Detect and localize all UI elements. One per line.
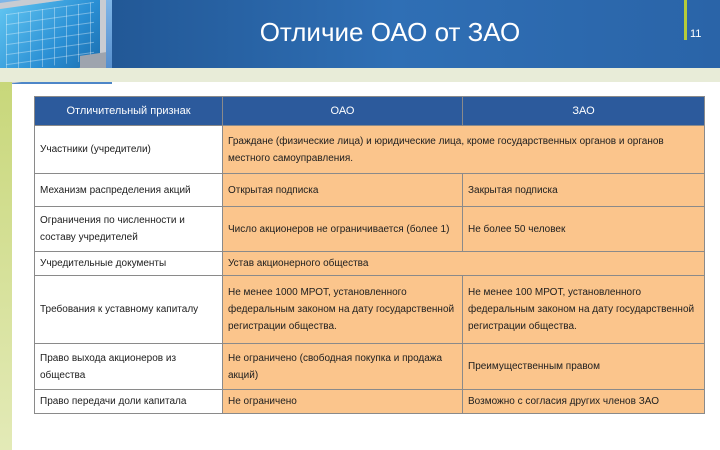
accent-bar xyxy=(684,0,687,40)
header-oao: ОАО xyxy=(223,97,463,126)
oao-cell: Граждане (физические лица) и юридические лица, кроме государственных органов и органов местного самоуправления. xyxy=(223,126,705,174)
slide-title: Отличие ОАО от ЗАО xyxy=(259,17,521,47)
table-row xyxy=(35,390,705,414)
table-row xyxy=(35,174,705,207)
header-band xyxy=(0,68,720,82)
feature-cell: Ограничения по численности и составу учредителей xyxy=(35,207,223,252)
table-row xyxy=(35,207,705,252)
left-stripe xyxy=(0,82,12,450)
comparison-table xyxy=(34,96,705,414)
zao-cell: Преимущественным правом xyxy=(463,344,705,390)
table-row xyxy=(35,126,705,174)
zao-cell: Возможно с согласия других членов ЗАО xyxy=(463,390,705,414)
feature-cell: Механизм распределения акций xyxy=(35,174,223,207)
oao-cell: Не менее 1000 МРОТ, установленного федеральным законом на дату государственной регистрации общества. xyxy=(223,276,463,344)
page-number: 11 xyxy=(690,28,702,40)
feature-cell: Участники (учредители) xyxy=(35,126,223,174)
zao-cell: Закрытая подписка xyxy=(463,174,705,207)
header-feature: Отличительный признак xyxy=(35,97,223,126)
oao-cell: Не ограничено (свободная покупка и продажа акций) xyxy=(223,344,463,390)
zao-cell: Не более 50 человек xyxy=(463,207,705,252)
feature-cell: Право выхода акционеров из общества xyxy=(35,344,223,390)
feature-cell: Учредительные документы xyxy=(35,252,223,276)
feature-cell: Право передачи доли капитала xyxy=(35,390,223,414)
feature-cell: Требования к уставному капиталу xyxy=(35,276,223,344)
table-row xyxy=(35,344,705,390)
oao-cell: Число акционеров не ограничивается (более 1) xyxy=(223,207,463,252)
oao-cell: Устав акционерного общества xyxy=(223,252,705,276)
zao-cell: Не менее 100 МРОТ, установленного федеральным законом на дату государственной регистрации общества. xyxy=(463,276,705,344)
table-row xyxy=(35,252,705,276)
table-header-row xyxy=(35,97,705,126)
header-zao: ЗАО xyxy=(463,97,705,126)
oao-cell: Открытая подписка xyxy=(223,174,463,207)
oao-cell: Не ограничено xyxy=(223,390,463,414)
table-row xyxy=(35,276,705,344)
